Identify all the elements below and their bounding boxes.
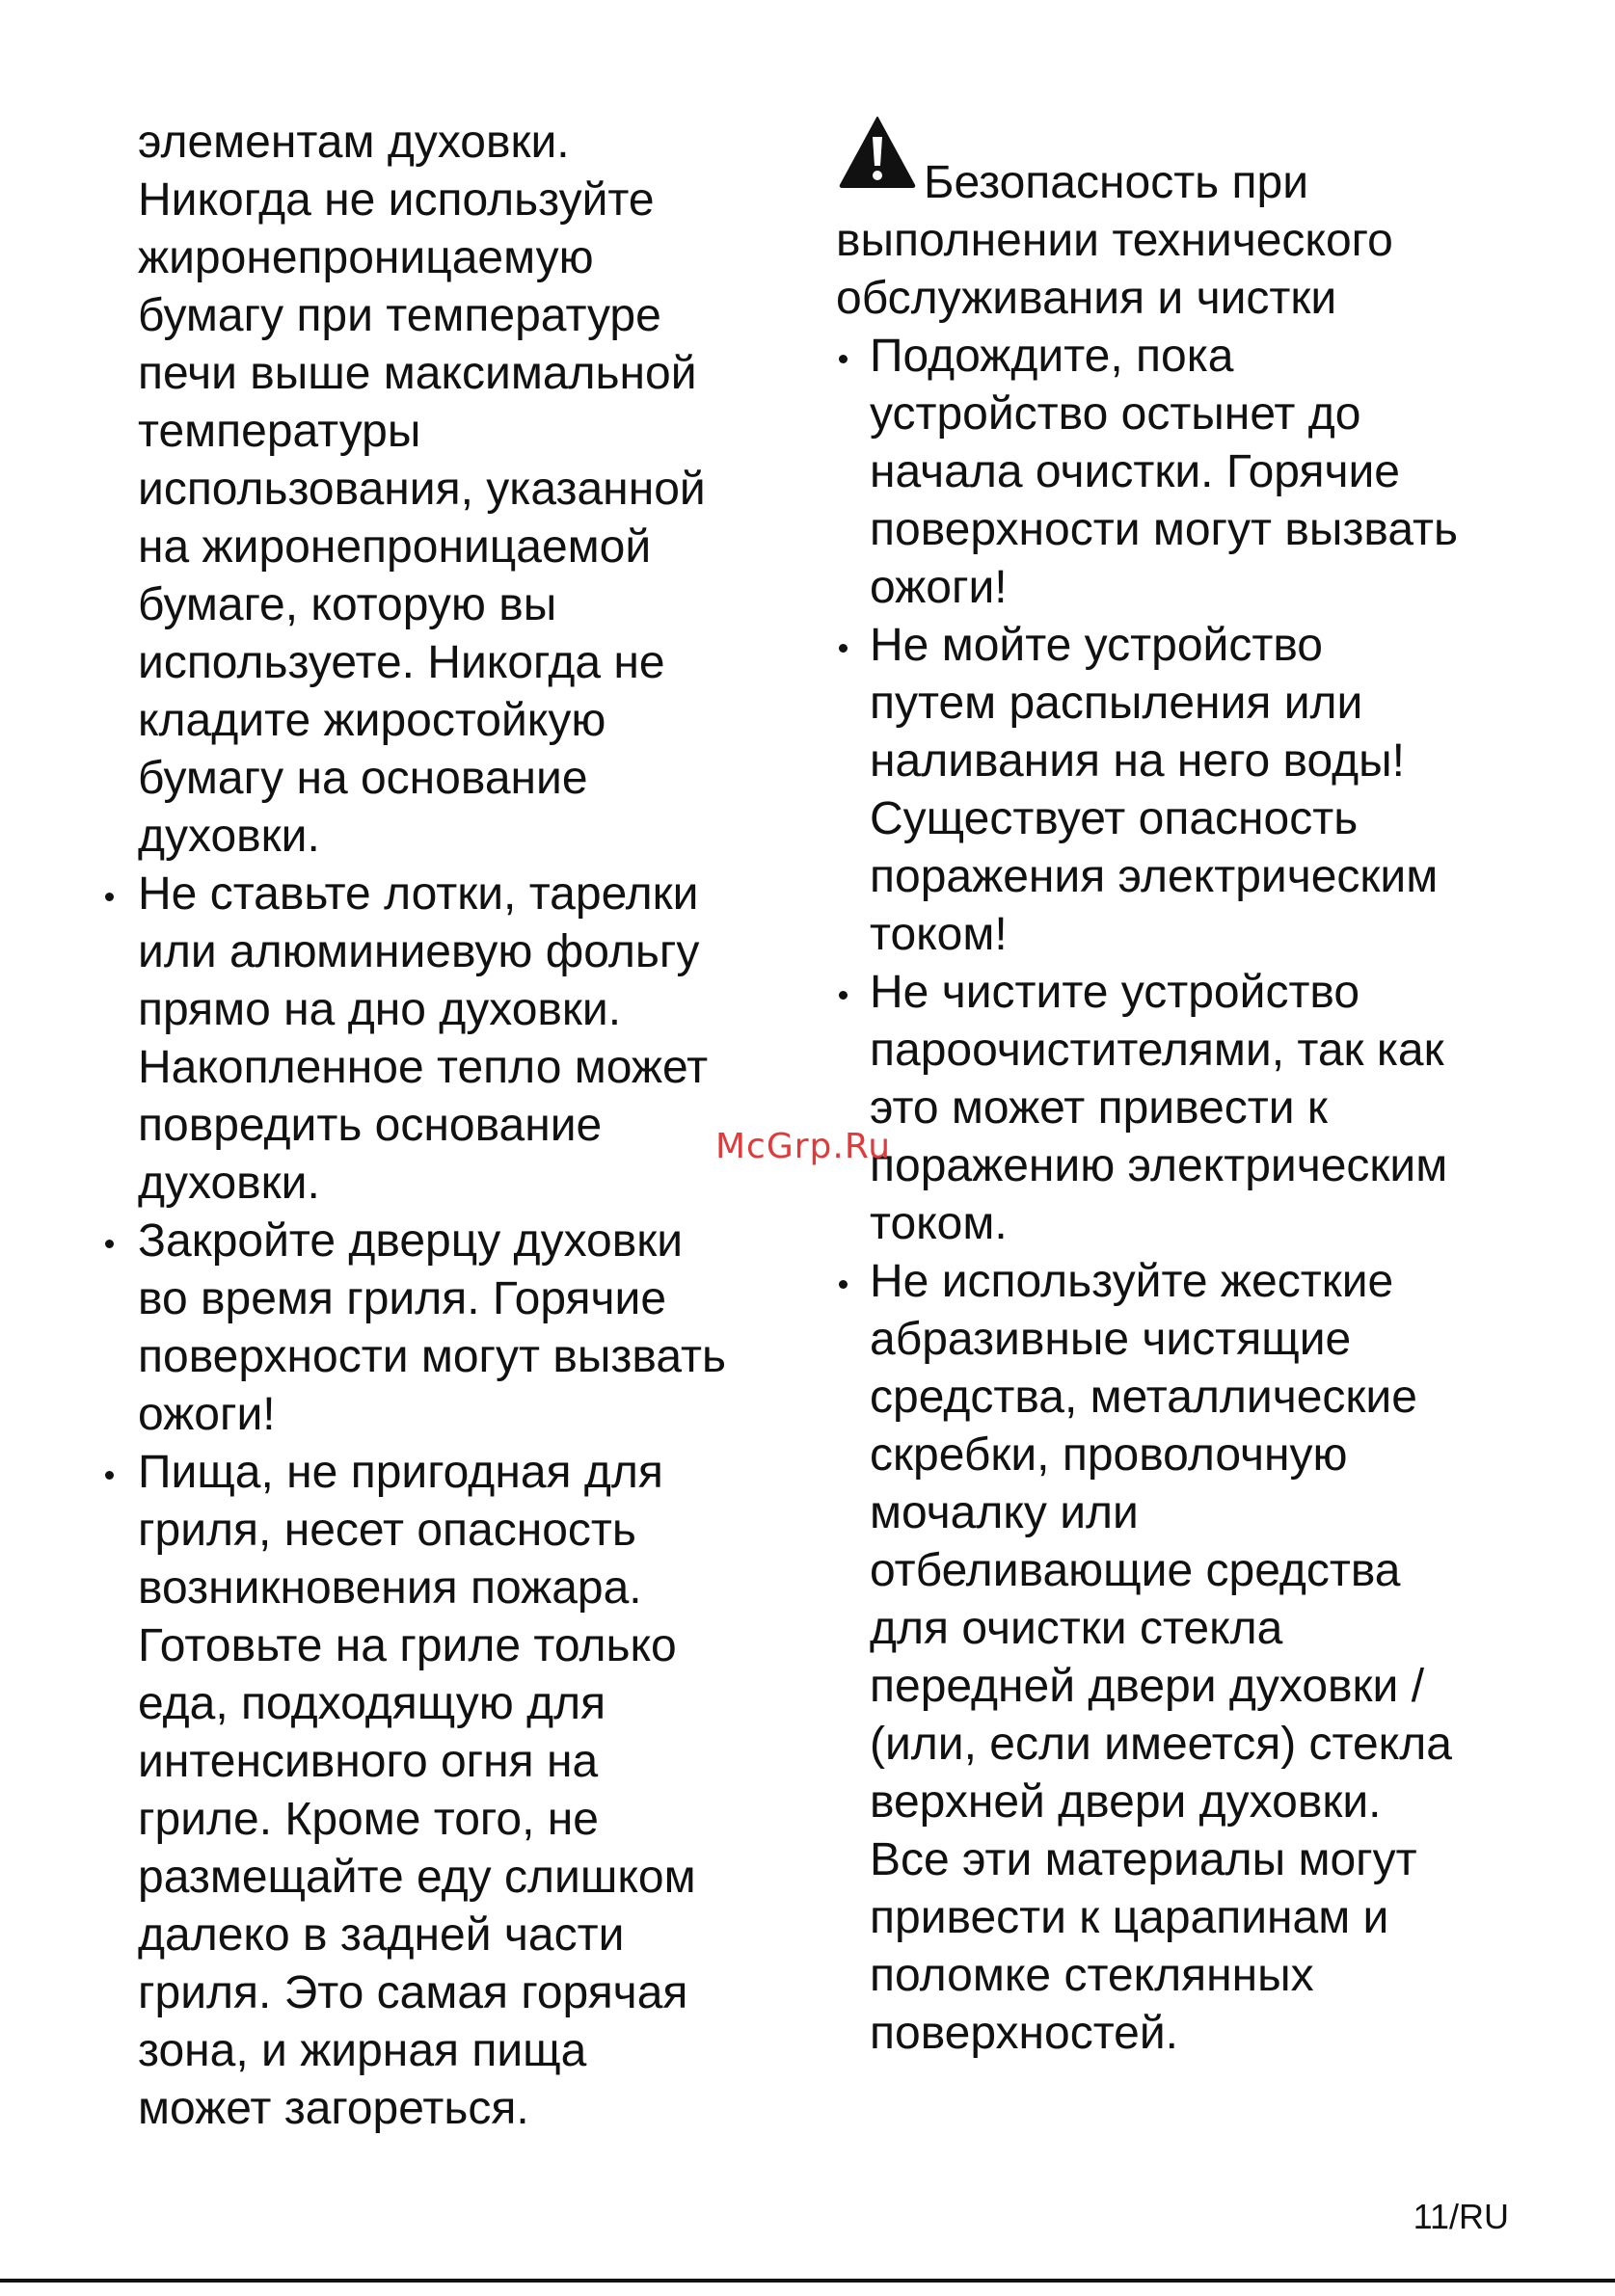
list-item-line: мочалку или [870,1487,1139,1538]
body-text-line: элементам духовки. [138,117,570,168]
list-item-line: Не используйте жесткие [870,1256,1394,1307]
bullet-marker [839,1280,848,1289]
list-item-line: отбеливающие средства [870,1545,1401,1596]
list-item-line: интенсивного огня на [138,1736,599,1787]
list-item-line: (или, если имеется) стекла [870,1719,1452,1770]
list-item-line: зона, и жирная пища [138,2025,587,2076]
list-item-line: средства, металлические [870,1372,1417,1423]
body-text-line: температуры [138,406,421,457]
list-item-line: может загореться. [138,2083,529,2134]
bullet-marker [839,644,848,653]
list-item-line: это может привести к [870,1082,1328,1134]
list-item-line: прямо на дно духовки. [138,984,622,1035]
bullet-marker [105,1240,114,1248]
list-item-line: повредить основание [138,1100,603,1151]
bottom-rule [0,2279,1615,2283]
body-text-line: кладите жиростойкую [138,695,606,746]
list-item-line: во время гриля. Горячие [138,1273,667,1324]
bullet-marker [839,355,848,363]
body-text-line: на жиронепроницаемой [138,521,652,573]
list-item-line: Подождите, пока [870,331,1234,382]
list-item-line: устройство остынет до [870,388,1361,440]
list-item-line: или алюминиевую фольгу [138,926,700,977]
list-item-line: верхней двери духовки. [870,1776,1382,1828]
list-item-line: ожоги! [870,562,1008,613]
body-text-line: бумаге, которую вы [138,579,557,630]
list-item-line: гриля, несет опасность [138,1505,636,1556]
list-item-line: передней двери духовки / [870,1661,1425,1712]
list-item-line: Закройте дверцу духовки [138,1215,684,1267]
body-text-line: жиронепроницаемую [138,232,594,283]
list-item-line: Готовьте на гриле только [138,1620,677,1671]
body-text-line: используете. Никогда не [138,637,665,688]
list-item-line: духовки. [138,1158,320,1209]
list-item-line: Не ставьте лотки, тарелки [138,868,699,920]
list-item-line: поражению электрическим [870,1140,1448,1191]
section-heading-line: обслуживания и чистки [836,273,1337,324]
section-heading-line: выполнении технического [836,215,1393,266]
body-text-line: печи выше максимальной [138,348,697,399]
list-item-line: ожоги! [138,1389,276,1440]
body-text-line: Никогда не используйте [138,174,655,226]
list-item-line: скребки, проволочную [870,1429,1348,1481]
body-text-line: бумагу при температуре [138,290,661,341]
list-item-line: Все эти материалы могут [870,1834,1417,1885]
list-item-line: для очистки стекла [870,1603,1283,1654]
list-item-line: возникновения пожара. [138,1562,642,1614]
list-item-line: Накопленное тепло может [138,1042,709,1093]
warning-triangle-icon [839,116,916,189]
list-item-line: током! [870,909,1008,960]
list-item-line: путем распыления или [870,678,1363,729]
list-item-line: поражения электрическим [870,851,1439,902]
list-item-line: Не чистите устройство [870,967,1360,1018]
list-item-line: наливания на него воды! [870,735,1405,787]
bullet-marker [839,991,848,1000]
section-heading-line: Безопасность при [924,157,1309,208]
list-item-line: далеко в задней части [138,1909,625,1961]
list-item-line: абразивные чистящие [870,1314,1352,1365]
list-item-line: еда, подходящую для [138,1678,606,1729]
bullet-marker [105,893,114,901]
list-item-line: привести к царапинам и [870,1892,1389,1943]
list-item-line: пароочистителями, так как [870,1025,1444,1076]
list-item-line: током. [870,1198,1008,1249]
list-item-line: Существует опасность [870,793,1359,844]
list-item-line: поверхностей. [870,2008,1178,2059]
list-item-line: поверхности могут вызвать [138,1331,726,1382]
body-text-line: использования, указанной [138,464,706,515]
list-item-line: Пища, не пригодная для [138,1447,663,1498]
list-item-line: Не мойте устройство [870,620,1323,671]
list-item-line: размещайте еду слишком [138,1852,696,1903]
page-number: 11/RU [1413,2197,1509,2236]
list-item-line: поломке стеклянных [870,1950,1314,2001]
watermark: McGrp.Ru [715,1127,892,1166]
body-text-line: бумагу на основание [138,753,588,804]
body-text-line: духовки. [138,811,320,862]
list-item-line: начала очистки. Горячие [870,446,1400,497]
list-item-line: поверхности могут вызвать [870,504,1458,555]
bullet-marker [105,1471,114,1480]
list-item-line: гриля. Это самая горячая [138,1967,688,2018]
list-item-line: гриле. Кроме того, не [138,1794,599,1845]
